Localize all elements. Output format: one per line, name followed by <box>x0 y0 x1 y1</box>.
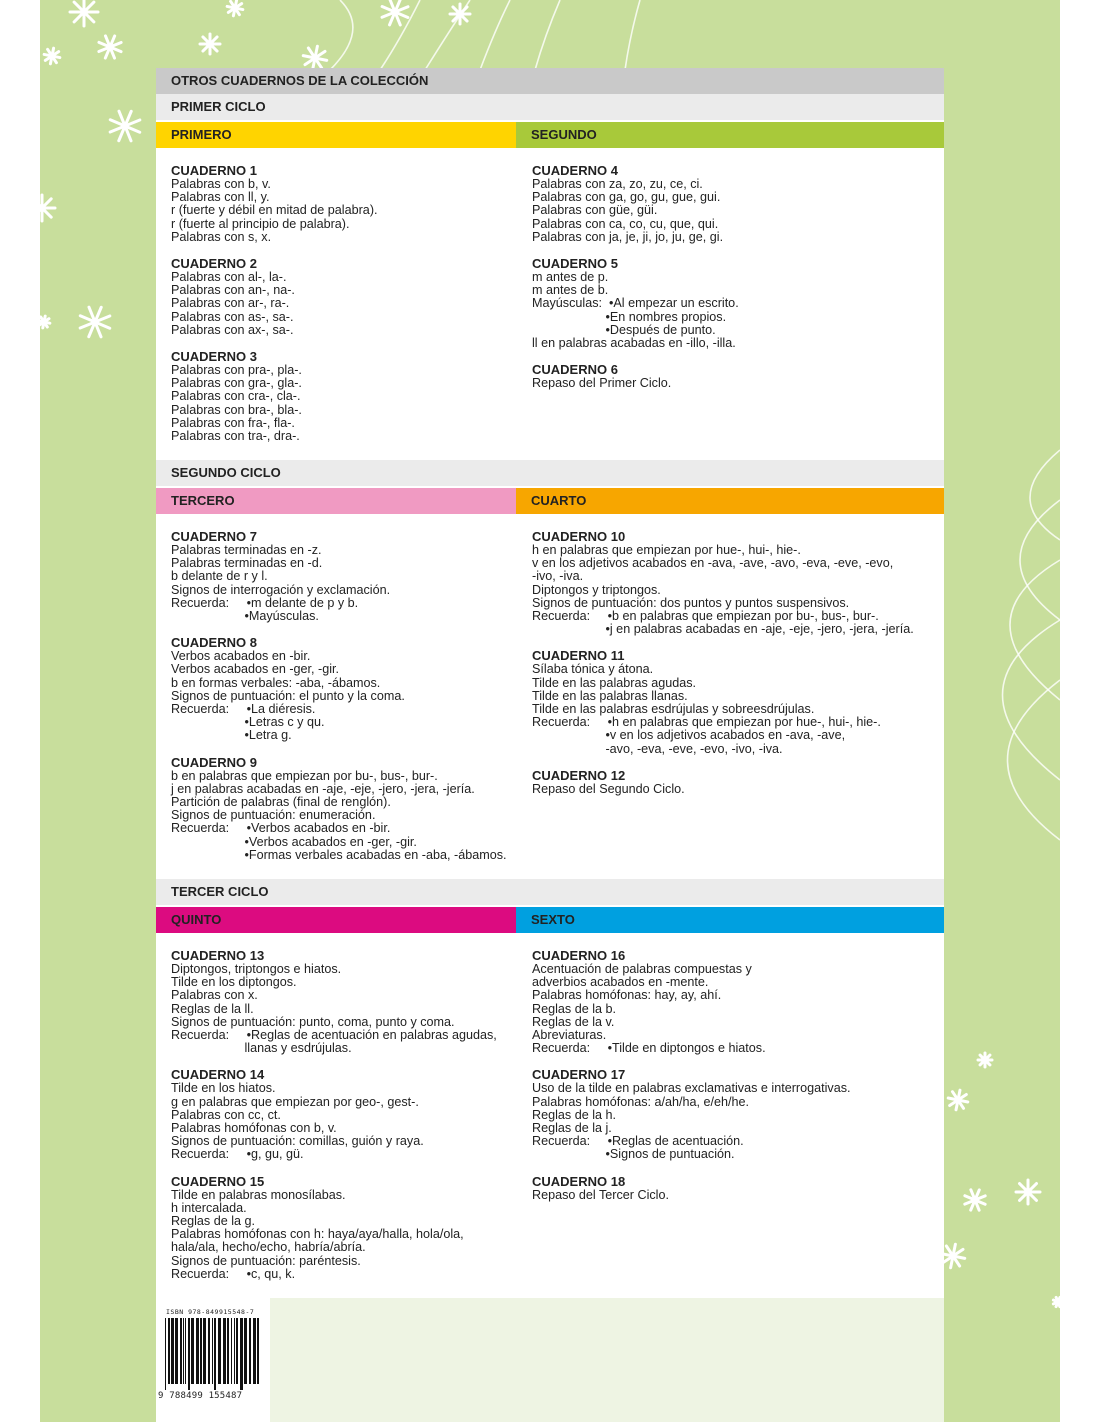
cuaderno-block <box>171 530 516 623</box>
cuaderno-line: •Después de punto. <box>532 322 716 337</box>
course-column-cuarto <box>532 530 937 809</box>
star-icon <box>1016 1180 1040 1204</box>
barcode-bar <box>214 1318 216 1390</box>
decor-curve <box>625 0 640 70</box>
cuaderno-line: Signos de puntuación: dos puntos y puntos suspensivos. <box>532 595 850 610</box>
cuaderno-title: CUADERNO 6 <box>532 362 618 378</box>
cuaderno-line: Recuerda: •Reglas de acentuación en palabras agudas, <box>171 1028 497 1043</box>
barcode <box>156 1298 270 1422</box>
course-header-tercero: TERCERO <box>156 488 516 514</box>
barcode-bar <box>191 1318 194 1384</box>
cuaderno-line: Signos de puntuación: punto, coma, punto y coma. <box>171 1014 455 1029</box>
barcode-bar <box>234 1318 235 1384</box>
cuaderno-title: CUADERNO 3 <box>171 349 257 365</box>
barcode-bar <box>231 1318 232 1384</box>
cuaderno-block <box>171 636 516 742</box>
cuaderno-line: Tilde en las palabras llanas. <box>532 688 688 703</box>
cuaderno-line: Tilde en los hiatos. <box>171 1081 276 1096</box>
cuaderno-line: Palabras con x. <box>171 988 258 1003</box>
cuaderno-line: •v en los adjetivos acabados en -ava, -ave, <box>532 728 846 743</box>
barcode-bar <box>212 1318 213 1384</box>
star-icon <box>44 48 60 64</box>
cuaderno-title: CUADERNO 5 <box>532 256 618 272</box>
cuaderno-line: Recuerda: •g, gu, gü. <box>171 1147 304 1162</box>
cuaderno-line: Palabras con tra-, dra-. <box>171 429 300 444</box>
barcode-bar <box>253 1318 256 1384</box>
barcode-bar <box>171 1318 174 1384</box>
cuaderno-block <box>532 649 937 755</box>
decor-curve <box>1010 560 1060 700</box>
cuaderno-line: •Verbos acabados en -ger, -gir. <box>171 834 417 849</box>
cuaderno-line: Palabras con ax-, sa-. <box>171 322 294 337</box>
decor-curve <box>1020 500 1060 620</box>
cuaderno-line: Signos de interrogación y exclamación. <box>171 582 391 597</box>
cuaderno-line: Palabras homófonas con b, v. <box>171 1121 337 1136</box>
cuaderno-block <box>171 257 516 337</box>
cuaderno-block <box>532 530 937 636</box>
star-icon <box>110 111 140 141</box>
cuaderno-line: v en los adjetivos acabados en -ava, -ave, -avo, -eva, -eve, -evo, <box>532 556 894 571</box>
cuaderno-block <box>532 257 937 350</box>
isbn-label: ISBN 978-849915548-7 <box>166 1308 255 1316</box>
cuaderno-title: CUADERNO 10 <box>532 529 626 544</box>
cuaderno-line: Palabras con s, x. <box>171 229 272 244</box>
cuaderno-line: adverbios acabados en -mente. <box>532 975 709 990</box>
cuaderno-line: Partición de palabras (final de renglón). <box>171 795 391 810</box>
cuaderno-line: Verbos acabados en -bir. <box>171 649 311 664</box>
cuaderno-line: Signos de puntuación: el punto y la coma. <box>171 688 405 703</box>
cuaderno-line: Palabras con cra-, cla-. <box>171 389 301 404</box>
cuaderno-block <box>532 949 937 1055</box>
collection-panel <box>156 68 944 1298</box>
cuaderno-line: Palabras con za, zo, zu, ce, ci. <box>532 177 703 191</box>
barcode-bar <box>180 1318 182 1384</box>
barcode-bar <box>223 1318 226 1384</box>
ciclo-header-segundo: SEGUNDO CICLO <box>156 460 944 486</box>
barcode-bar <box>227 1318 229 1384</box>
course-header-segundo: SEGUNDO <box>516 122 944 148</box>
course-header-primero: PRIMERO <box>156 122 516 148</box>
cuaderno-line: Recuerda: •c, qu, k. <box>171 1266 296 1281</box>
cuaderno-line: Palabras terminadas en -d. <box>171 556 323 571</box>
cuaderno-line: Palabras terminadas en -z. <box>171 543 322 557</box>
cuaderno-line: r (fuerte al principio de palabra). <box>171 216 350 231</box>
cuaderno-title: CUADERNO 12 <box>532 767 626 783</box>
barcode-bar <box>196 1318 199 1384</box>
course-column-sexto <box>532 949 937 1215</box>
cuaderno-line: Palabras con ll, y. <box>171 190 270 205</box>
cuaderno-line: Recuerda: •b en palabras que empiezan por bu-, bus-, bur-. <box>532 609 879 624</box>
cuaderno-block <box>171 756 516 862</box>
cuaderno-line: Repaso del Segundo Ciclo. <box>532 781 685 796</box>
barcode-bar <box>183 1318 184 1384</box>
cuaderno-line: Mayúsculas: •Al empezar un escrito. <box>532 296 739 311</box>
cuaderno-line: •j en palabras acabadas en -aje, -eje, -jero, -jera, -jería. <box>532 622 914 637</box>
decor-curve <box>535 0 560 70</box>
cuaderno-line: Acentuación de palabras compuestas y <box>532 962 752 976</box>
barcode-bars <box>165 1318 261 1390</box>
cuaderno-line: Reglas de la h. <box>532 1107 617 1122</box>
cuaderno-line: Reglas de la b. <box>532 1001 617 1016</box>
star-icon <box>40 316 50 328</box>
cuaderno-line: Reglas de la ll. <box>171 1001 254 1016</box>
cuaderno-block <box>171 350 516 443</box>
cuaderno-title: CUADERNO 17 <box>532 1067 626 1083</box>
cuaderno-line: Palabras con ja, je, ji, jo, ju, ge, gi. <box>532 229 724 244</box>
cuaderno-line: Palabras con gra-, gla-. <box>171 376 302 391</box>
course-column-primero <box>171 164 516 456</box>
cuaderno-line: •Signos de puntuación. <box>532 1147 735 1162</box>
barcode-bar <box>165 1318 166 1390</box>
cuaderno-block <box>532 363 937 390</box>
cuaderno-line: b en formas verbales: -aba, -ábamos. <box>171 675 381 690</box>
cuaderno-line: Tilde en palabras monosílabas. <box>171 1187 346 1202</box>
star-icon <box>978 1053 992 1067</box>
barcode-bar <box>175 1318 178 1384</box>
cuaderno-line: Diptongos y triptongos. <box>532 582 661 597</box>
star-icon <box>80 307 110 337</box>
cuaderno-title: CUADERNO 14 <box>171 1067 265 1083</box>
cuaderno-line: •Mayúsculas. <box>171 609 319 624</box>
course-header-cuarto: CUARTO <box>516 488 944 514</box>
cuaderno-line: -ivo, -iva. <box>532 569 584 584</box>
cuaderno-block <box>532 1068 937 1161</box>
ciclo-header-primer: PRIMER CICLO <box>156 94 944 120</box>
cuaderno-line: Palabras con pra-, pla-. <box>171 363 302 378</box>
star-icon <box>303 46 327 70</box>
cuaderno-line: Palabras homófonas con h: haya/aya/halla, hola/ola, <box>171 1227 464 1242</box>
cuaderno-title: CUADERNO 1 <box>171 163 257 178</box>
cuaderno-block <box>171 1175 516 1281</box>
cuaderno-line: Tilde en las palabras agudas. <box>532 675 697 690</box>
cuaderno-block <box>532 164 937 244</box>
cuaderno-line: h intercalada. <box>171 1200 247 1215</box>
star-icon <box>99 36 121 58</box>
cuaderno-line: Recuerda: •Verbos acabados en -bir. <box>171 821 391 836</box>
cuaderno-line: m antes de b. <box>532 283 609 298</box>
cuaderno-line: Repaso del Primer Ciclo. <box>532 376 672 391</box>
cuaderno-line: Sílaba tónica y átona. <box>532 662 654 677</box>
cuaderno-line: r (fuerte y débil en mitad de palabra). <box>171 203 378 218</box>
cuaderno-line: m antes de p. <box>532 270 609 285</box>
barcode-bar <box>236 1318 238 1384</box>
star-icon <box>965 1190 985 1210</box>
barcode-bar <box>208 1318 210 1384</box>
cuaderno-title: CUADERNO 13 <box>171 948 265 963</box>
cuaderno-line: Reglas de la v. <box>532 1014 615 1029</box>
cuaderno-line: Palabras con b, v. <box>171 177 271 191</box>
collection-title: OTROS CUADERNOS DE LA COLECCIÓN <box>156 68 944 94</box>
barcode-bar <box>168 1318 170 1384</box>
cuaderno-block <box>532 769 937 796</box>
cuaderno-title: CUADERNO 9 <box>171 754 257 770</box>
cuaderno-line: Palabras homófonas: a/ah/ha, e/eh/he. <box>532 1094 750 1109</box>
cuaderno-title: CUADERNO 11 <box>532 648 625 664</box>
course-header-quinto: QUINTO <box>156 907 516 933</box>
cuaderno-line: Palabras con fra-, fla-. <box>171 415 295 430</box>
star-icon <box>382 0 408 25</box>
barcode-bar <box>244 1318 247 1384</box>
cuaderno-line: Reglas de la g. <box>171 1214 256 1229</box>
cuaderno-line: •Letras c y qu. <box>171 715 325 730</box>
cuaderno-line: llanas y esdrújulas. <box>171 1041 352 1056</box>
decor-curve <box>425 0 470 70</box>
cuaderno-title: CUADERNO 18 <box>532 1173 626 1189</box>
cuaderno-title: CUADERNO 8 <box>171 635 257 651</box>
cuaderno-line: Verbos acabados en -ger, -gir. <box>171 662 340 677</box>
cuaderno-block <box>171 949 516 1055</box>
barcode-number: 9 788499 155487 <box>158 1391 243 1401</box>
ciclo-header-tercer: TERCER CICLO <box>156 879 944 905</box>
star-icon <box>948 1090 968 1110</box>
barcode-bar <box>188 1318 190 1390</box>
cuaderno-block <box>532 1175 937 1202</box>
decor-curve <box>330 0 353 70</box>
cuaderno-line: Reglas de la j. <box>532 1121 612 1136</box>
star-icon <box>70 0 98 26</box>
bottom-strip <box>270 1298 944 1422</box>
cuaderno-line: Signos de puntuación: enumeración. <box>171 808 376 823</box>
decor-curve <box>1030 450 1060 540</box>
course-column-segundo <box>532 164 937 403</box>
barcode-bar <box>240 1318 243 1390</box>
course-column-tercero <box>171 530 516 875</box>
cuaderno-title: CUADERNO 2 <box>171 256 257 272</box>
barcode-bar <box>218 1318 221 1384</box>
cuaderno-line: •Formas verbales acabadas en -aba, -ábamos. <box>171 847 507 862</box>
cuaderno-line: Signos de puntuación: paréntesis. <box>171 1253 361 1268</box>
cuaderno-line: Tilde en las palabras esdrújulas y sobreesdrújulas. <box>532 702 815 717</box>
cuaderno-line: Palabras con as-, sa-. <box>171 309 294 324</box>
cuaderno-line: g en palabras que empiezan por geo-, gest-. <box>171 1094 419 1109</box>
cuaderno-line: Palabras con an-, na-. <box>171 283 295 298</box>
cuaderno-line: b en palabras que empiezan por bu-, bus-, bur-. <box>171 768 438 783</box>
decor-curve <box>1003 620 1061 780</box>
cuaderno-line: Palabras con bra-, bla-. <box>171 402 302 417</box>
course-header-sexto: SEXTO <box>516 907 944 933</box>
barcode-bar <box>257 1318 259 1384</box>
cuaderno-block <box>171 1068 516 1161</box>
cuaderno-line: hala/ala, hecho/echo, habría/abría. <box>171 1240 366 1255</box>
star-icon <box>40 195 55 221</box>
cuaderno-line: Recuerda: •Tilde en diptongos e hiatos. <box>532 1041 766 1056</box>
star-icon <box>1053 1297 1060 1306</box>
cuaderno-line: Tilde en los diptongos. <box>171 975 297 990</box>
barcode-bar <box>203 1318 206 1384</box>
cuaderno-line: Palabras con ca, co, cu, que, qui. <box>532 216 719 231</box>
cuaderno-line: Signos de puntuación: comillas, guión y raya. <box>171 1134 424 1149</box>
cuaderno-title: CUADERNO 7 <box>171 529 257 544</box>
cuaderno-line: b delante de r y l. <box>171 569 268 584</box>
cuaderno-line: Palabras homófonas: hay, ay, ahí. <box>532 988 722 1003</box>
barcode-bar <box>185 1318 186 1384</box>
cuaderno-line: Recuerda: •Reglas de acentuación. <box>532 1134 744 1149</box>
cuaderno-title: CUADERNO 16 <box>532 948 626 963</box>
cuaderno-line: Palabras con güe, güi. <box>532 203 658 218</box>
star-icon <box>227 0 243 16</box>
barcode-bar <box>249 1318 251 1384</box>
cuaderno-line: Palabras con ar-, ra-. <box>171 296 290 311</box>
cuaderno-line: -avo, -eva, -eve, -evo, -ivo, -iva. <box>532 741 783 756</box>
cuaderno-line: Palabras con cc, ct. <box>171 1107 281 1122</box>
course-column-quinto <box>171 949 516 1294</box>
decor-curve <box>1008 680 1061 840</box>
cuaderno-line: •En nombres propios. <box>532 309 727 324</box>
cuaderno-line: Abreviaturas. <box>532 1028 607 1043</box>
cuaderno-line: Uso de la tilde en palabras exclamativas e interrogativas. <box>532 1081 851 1096</box>
cuaderno-title: CUADERNO 4 <box>532 163 618 178</box>
cuaderno-line: Palabras con al-, la-. <box>171 270 287 285</box>
cuaderno-line: Recuerda: •h en palabras que empiezan por hue-, hui-, hie-. <box>532 715 881 730</box>
cuaderno-line: Palabras con ga, go, gu, gue, gui. <box>532 190 721 205</box>
cuaderno-block <box>171 164 516 244</box>
cuaderno-line: j en palabras acabadas en -aje, -eje, -jero, -jera, -jería. <box>171 781 475 796</box>
cuaderno-line: h en palabras que empiezan por hue-, hui-, hie-. <box>532 543 801 557</box>
star-icon <box>200 34 220 54</box>
cuaderno-line: Repaso del Tercer Ciclo. <box>532 1187 669 1202</box>
cuaderno-line: Recuerda: •La diéresis. <box>171 702 316 717</box>
cuaderno-line: Recuerda: •m delante de p y b. <box>171 595 359 610</box>
decor-curve <box>480 0 510 70</box>
barcode-bar <box>200 1318 202 1384</box>
star-icon <box>941 1244 965 1268</box>
cuaderno-title: CUADERNO 15 <box>171 1173 265 1189</box>
cuaderno-line: ll en palabras acabadas en -illo, -illa. <box>532 336 736 351</box>
cuaderno-line: Diptongos, triptongos e hiatos. <box>171 962 342 976</box>
cuaderno-line: •Letra g. <box>171 728 292 743</box>
